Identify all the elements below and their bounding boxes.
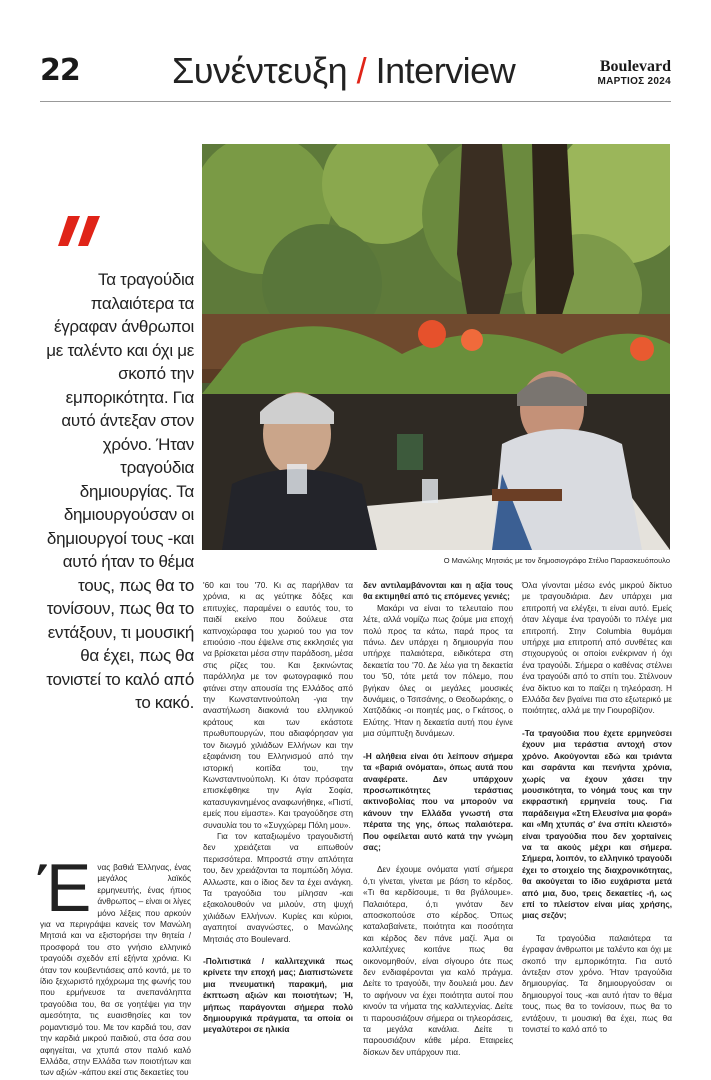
interview-question: δεν αντιλαμβάνονται και η αξία τους θα εκτιμηθεί από τις επόμενες γενιές; [363, 580, 513, 602]
article-paragraph: Δεν έχουμε ονόματα γιατί σήμερα ό,τι γίνεται, γίνεται με βάση το κέρδος. «Τι θα κερδίσουμε, τι θα βγάλουμε». Παλαιότερα, ό,τι γινόταν δεν αποσκοπούσε στο κέρδος. Όπως καταλαβαίνετε, ποιότητα και ποσότητα και κέρδος δεν πάνε μαζί. Άμα οι καλλιτέχνες κοιτάνε πως θα οικονομηθούν, είναι σίγουρο ότε πως δεν ενδιαφέρονται για καλό πράγμα. Δείτε το τραγούδι, την δουλειά μου. Δεν το αφήνουν να έχει ποιότητα αυτοί που κινούν τα νήματα της καλλιτεχνίας. Δείτε τι παρουσιάζουν σήμερα οι τηλεοράσεις, τα μεγάλα κανάλια. Δείτε τι παρουσιάζουν κάθε μέρα. Εταιρείες δίσκων δεν υπάρχουν πια. [363, 864, 513, 1057]
page-number: 22 [40, 53, 80, 88]
section-title [172, 50, 515, 92]
magazine-name: Boulevard [599, 58, 671, 75]
header-rule [40, 101, 671, 102]
section-title-greek: Συνέντευξη [172, 50, 348, 91]
interview-question: -Πολιτιστικά / καλλιτεχνικά πως κρίνετε την εποχή μας; Διαπιστώνετε μια πνευματική παρακμή, μια έκπτωση αξιών και ποιοτήτων; Ή, μήπως παράγονται σήμερα πολύ δημιουργικά πράγματα, τα οποία οι μεγαλύτεροι σε ηλικία [203, 956, 353, 1035]
pull-quote: Τα τραγούδια παλαιότερα τα έγραφαν άνθρωποι με ταλέντο και όχι με σκοπό την εμπορικότητα. Για αυτό άντεξαν στον χρόνο. Ήταν τραγούδια δημιουργίας. Τα δημιουργούσαν οι δημιουργοί τους -και αυτό ήταν το θέμα τους, πως θα το τονίσουν, πως θα το εντάξουν, τι μουσική θα έχει, πως θα τονιστεί το καλό από το κακό. [46, 270, 194, 712]
article-paragraph: Για τον καταξιωμένο τραγουδιστή δεν χρειάζεται να ειπωθούν περισσότερα. Μπροστά στην απλότητα του, δεν χρειάζονται τα πομπώδη λόγια. Αλλωστε, και ο ίδιος δεν τα έχει ανάγκη. Τα τραγούδια του μίλησαν -και εξακολουθούν να μιλούν, στη ψυχή χιλιάδων Ελλήνων. Κυρίες και κύριοι, αγαπητοί αναγνώστες, ο Μανώλης Μητσιάς στο Boulevard. [203, 830, 353, 944]
interview-photo [202, 144, 670, 550]
photo-caption: Ο Μανώλης Μητσιάς με τον δημοσιογράφο Στέλιο Παρασκευόπουλο [443, 556, 670, 565]
article-paragraph: Τα τραγούδια παλαιότερα τα έγραφαν άνθρωποι με ταλέντο και όχι με σκοπό την εμπορικότητα. Για αυτό άντεξαν στον χρόνο. Ήταν τραγούδια δημιουργίας. Τα δημιουργούσαν οι δημιουργοί τους -και αυτό ήταν το θέμα τους, πως θα το τονίσουν, πως θα το εντάξουν, τι μουσική θα έχει, πως θα τονιστεί το καλό από το [522, 932, 672, 1035]
issue-date: ΜΑΡΤΙΟΣ 2024 [597, 76, 671, 87]
article-paragraph: Μακάρι να είναι το τελευταίο που λέτε, αλλά νομίζω πως ζούμε μια εποχή πολύ προς τα κάτω, παρά προς τα πάνω. Δεν υπάρχει η δημιουργία που υπήρχε παλαιότερα, ειδικότερα στη δεκαετία του '70. Δε λέω για τη δεκαετία του '50, τότε μετά τον πόλεμο, που βγήκαν όλες οι μεγάλες μουσικές δυνάμεις, ο Τσιτσάνης, ο Θεοδωράκης, ο Χατζιδάκις -οι ποιητές μας, ο Γκάτσος, ο Ελύτης. Ήταν η δεκαετία αυτή που έγινε μια σύμπτυξη δυνάμεων. [363, 602, 513, 739]
section-title-english: Interview [375, 50, 516, 91]
photo-illustration [202, 144, 670, 550]
article-column-3 [363, 580, 513, 1058]
masthead [597, 58, 671, 87]
article-column-4 [522, 580, 672, 1035]
interview-question: -Τα τραγούδια που έχετε ερμηνεύσει έχουν μια τεράστια αντοχή στον χρόνο. Ακούγονται εδώ και τριάντα και σαράντα και πενήντα χρόνια, χωρίς να έχουν χάσει την μουσικότητα, το νόημά τους και την εκφραστική ερμηνεία τους. Για παράδειγμα «Στη Ελευσίνα μια φορά» και «Μη χτυπάς σ' ένα σπίτι κλειστό» είναι τραγούδια που δεν χορταίνεις να τα ακούς μέχρι και σήμερα. Σήμερα, λοιπόν, το ελληνικό τραγούδι έχει το στοιχείο της διαχρονικότητας, θα ακούγεται το ίδιο ευχάριστα μετά από μια, δυο, τρεις δεκαετίες -ή, ως επί το πλείστον είναι μίας χρήσης, μιας σεζόν; [522, 727, 672, 921]
interview-question: -Η αλήθεια είναι ότι λείπουν σήμερα τα «βαριά ονόματα», όπως αυτά που αναφέρατε. Δεν υπάρχουν προσωπικότητες τεράστιας ακτινοβολίας που να μπορούν να κάνουν την Ελλάδα γνωστή στα πέρατα της γης, όπως παλαιότερα. Που οφείλεται αυτό κατά την γνώμη σας; [363, 750, 513, 852]
article-column-2 [203, 580, 353, 1036]
article-paragraph: Όλα γίνονται μέσω ενός μικρού δίκτυο με τραγουδιάρια. Δεν υπάρχει μια επιτροπή να ελέγξει, τι είναι αυτό. Εμείς όταν λέγαμε ένα τραγούδι το πλέγε μια επιτροπή. Στην Columbia θυμάμαι υπήρχε μια επιτροπή από συνθέτες και στιχουργούς οι οποίοι ενέκριναν ή όχι ένα τραγούδι. Σήμερα ο καθένας στέλνει ένα τραγούδι από το σπίτι του. Στέλνουν ένα δίκτυο και το παίζει η τηλεόραση. Η Ελλάδα δεν βγαίνει πια στο εξωτερικό με ποιότητες, αλλά με την Γιουροβίζιον. [522, 580, 672, 716]
article-paragraph: '60 και του '70. Κι ας παρήλθαν τα χρόνια, κι ας γεύτηκε δόξες και επιτυχίες, παραμένει ο εαυτός του, το παιδί εκείνο που δούλευε στα καπνοχώραφα του χωριού του για τον επιούσιο -που έψελνε στις εκκλησιές για να βρίσκεται μέσα στην παράδοση, μέσα στις ρίζες του. Και ξεκινώντας παράλληλα με τον φωτογραφικό που φτάνει στην απουσία της Ελλάδος από την Κωνσταντινούπολη -για την αναστήλωση διακονιά του ελληνικού κράτους και των εκάστοτε πρωθυπουργών, που αδιαφόρησαν για τον διωγμό χιλιάδων Ελλήνων και την εξαφάνιση του Ελληνισμού από την ιστορική κοιτίδα του, την Κωνσταντινούπολη. Κι όταν πρόσφατα επισκέφθηκε την Αγία Σοφία, κατασυγκινημένος αναφωνήθηκε, «Πιστί, εμείς που είμαστε». Και τραγούδησε στη συναυλία του το «Συγχώρεμ Πόλη μου». [203, 580, 353, 830]
drop-cap: Έ [38, 850, 92, 926]
article-column-1 [38, 850, 191, 1079]
quote-mark-icon [58, 216, 102, 251]
article-text: νας βαθιά Έλληνας, ένας μεγάλος λαϊκός ερμηνευτής, ένας ήπιος άνθρωπος – είναι οι λίγες μόνο λέξεις που αρκούν για να περιγράψει κανείς τον Μανώλη Μητσιά και να εξιστορήσει την θητεία / προσφορά του στο γνήσιο ελληνικό τραγούδι σχεδόν επί εξήντα χρόνια. Κι όταν τον κουβεντιάσεις από κοντά, με το ίδιο ξεχωριστό ηχόχρωμα της φωνής του που ερμήνευσε τα ανεπανάληπτα τραγούδια του, θα σε γοητέψει για την αμεσότητα, τις ευαισθησίες και τον ρομαντισμό του. Με τον καρδιά του, σαν την καρδιά μικρού παιδιού, στα όσα σου αφηγείται, να χτυπά στον παλιό καλό Ελλάδα, στην Ελλάδα των ποιοτήτων και των αξιών -κάπου εκεί στις δεκαετίες του [40, 862, 191, 1078]
section-slash: / [356, 50, 367, 91]
